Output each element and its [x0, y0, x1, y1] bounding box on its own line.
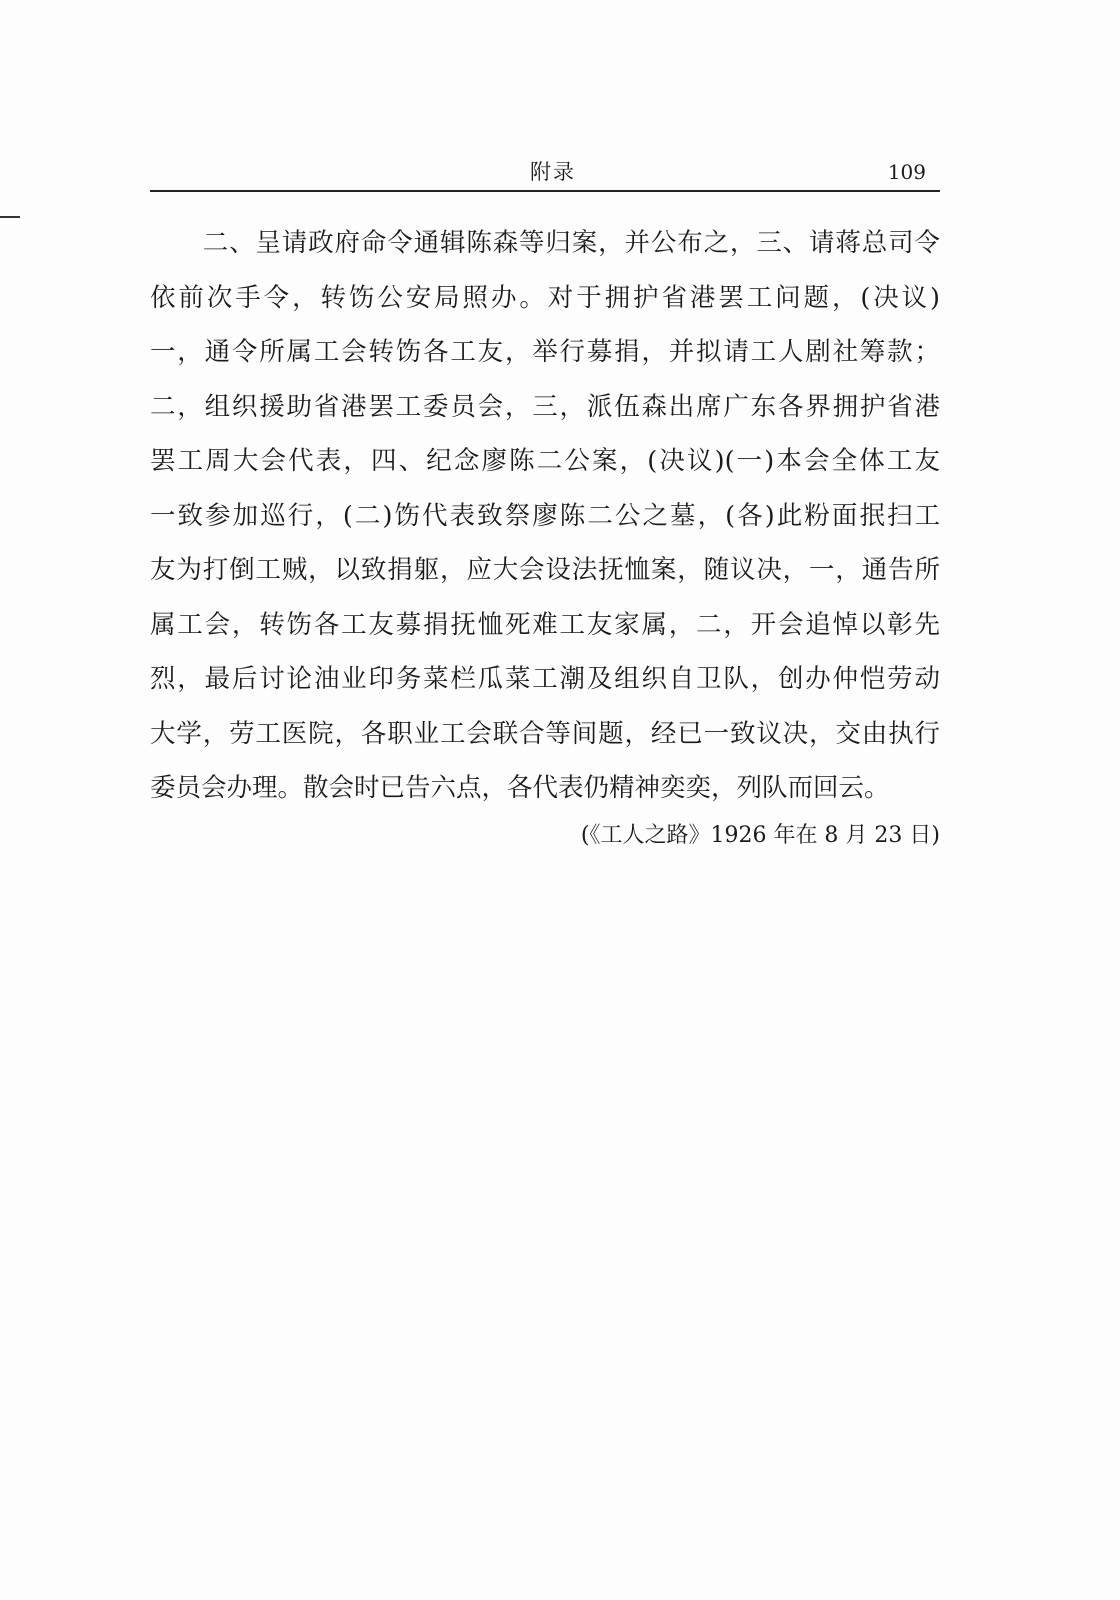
section-title: 附录 [530, 160, 576, 184]
body-text [150, 216, 940, 816]
text-line: 一，通令所属工会转饬各工友，举行募捐，并拟请工人剧社筹款； [150, 337, 940, 367]
source-citation: (《工人之路》1926 年在 8 月 23 日) [580, 823, 940, 848]
text-line: 二、呈请政府命令通辑陈森等归案，并公布之，三、请蒋总司令 [150, 228, 940, 258]
text-line: 依前次手令，转饬公安局照办。对于拥护省港罢工问题，(决议) [150, 282, 940, 313]
text-line: 一致参加巡行，(二)饬代表致祭廖陈二公之墓，(各)此粉面抿扫工 [150, 500, 940, 531]
page-number: 109 [887, 160, 926, 184]
text-line: 属工会，转饬各工友募捐抚恤死难工友家属，二，开会追悼以彰先 [150, 609, 940, 640]
margin-mark [0, 216, 20, 218]
text-line: 友为打倒工贼，以致捐躯，应大会设法抚恤案，随议决，一，通告所 [150, 555, 940, 585]
header-rule [150, 190, 940, 192]
text-line: 委员会办理。散会时已告六点，各代表仍精神奕奕，列队而回云。 [150, 773, 890, 803]
text-line: 二，组织援助省港罢工委员会，三，派伍森出席广东各界拥护省港 [150, 391, 940, 422]
text-line: 烈，最后讨论油业印务菜栏瓜菜工潮及组织自卫队，创办仲恺劳动 [150, 664, 940, 694]
text-line: 大学，劳工医院，各职业工会联合等间题，经已一致议决，交由执行 [150, 718, 940, 749]
text-line: 罢工周大会代表，四、纪念廖陈二公案，(决议)(一)本会全体工友 [150, 446, 940, 476]
running-head [150, 150, 940, 190]
